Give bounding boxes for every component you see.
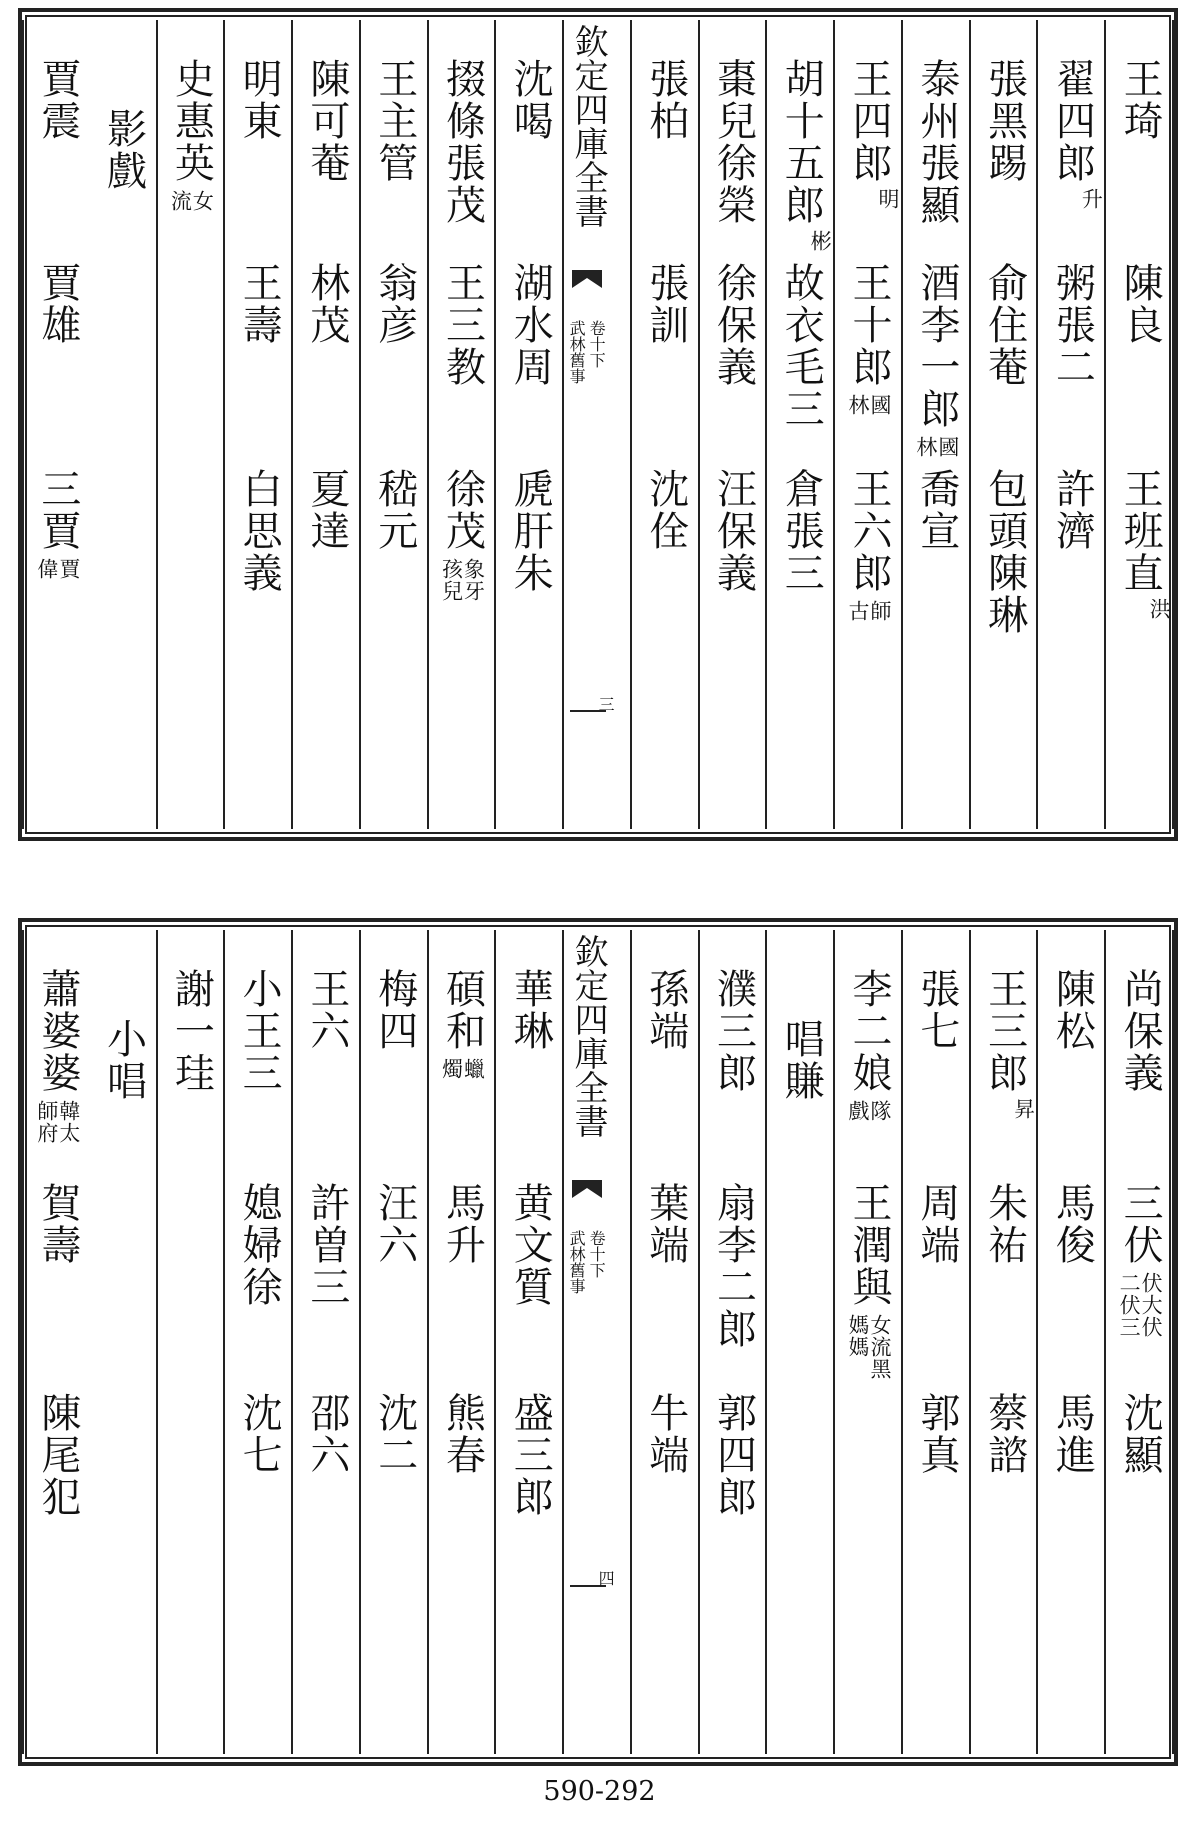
annotation-note: 女流	[168, 190, 215, 212]
name-entry: 葉端	[642, 1182, 689, 1266]
name-entry: 俞住菴	[981, 262, 1028, 388]
name-entry: 明東	[236, 58, 283, 142]
section-heading: 小唱	[100, 1018, 147, 1102]
entry-column	[1106, 930, 1174, 1754]
name-entry: 沈七	[236, 1392, 283, 1476]
name-entry: 梅四	[371, 968, 418, 1052]
name-entry: 賀壽	[34, 1182, 81, 1266]
name-entry: 盛三郎	[507, 1392, 554, 1518]
entry-column	[496, 20, 564, 829]
leaf-number: 三	[596, 696, 616, 712]
entry-column	[22, 20, 90, 829]
section-heading-column	[767, 930, 835, 1754]
entry-column	[361, 20, 429, 829]
name-entry: 嵇元	[371, 468, 418, 552]
name-entry: 陳可菴	[303, 58, 350, 184]
name-entry: 沈顯	[1117, 1392, 1164, 1476]
name-entry: 陳良	[1117, 262, 1164, 346]
name-entry: 張黑踢	[981, 58, 1028, 184]
name-entry: 汪保義	[710, 468, 757, 594]
entry-column	[429, 930, 497, 1754]
entry-column	[1038, 930, 1106, 1754]
name-entry: 王十郎	[846, 262, 893, 388]
name-entry: 郭真	[913, 1392, 960, 1476]
name-entry: 王六郎	[846, 468, 893, 594]
annotation-note: 賈偉	[34, 558, 81, 580]
name-entry: 徐保義	[710, 262, 757, 388]
name-entry: 棗兒徐榮	[710, 58, 757, 226]
name-entry: 張訓	[642, 262, 689, 346]
entry-column	[835, 930, 903, 1754]
annotation-note: 洪	[1147, 598, 1172, 620]
book-subtitle: 武林舊事	[567, 320, 587, 384]
name-entry: 張柏	[642, 58, 689, 142]
annotation-note: 蠟燭	[439, 1058, 486, 1080]
annotation-note: 昇	[1011, 1098, 1036, 1120]
name-entry: 王壽	[236, 262, 283, 346]
center-fold-column	[564, 20, 632, 829]
name-entry: 朱祐	[981, 1182, 1028, 1266]
annotation-note: 伏大伏二伏三	[1117, 1272, 1164, 1338]
name-entry: 白思義	[236, 468, 283, 594]
entry-column	[158, 20, 226, 829]
name-entry: 湖水周	[507, 262, 554, 388]
name-entry: 翁彦	[371, 262, 418, 346]
section-heading: 唱賺	[778, 1018, 825, 1102]
name-entry: 濮三郎	[710, 968, 757, 1094]
name-entry: 林茂	[303, 262, 350, 346]
book-subtitle: 武林舊事	[567, 1230, 587, 1294]
name-entry: 賈雄	[34, 262, 81, 346]
entry-column	[632, 930, 700, 1754]
name-entry: 汪六	[371, 1182, 418, 1266]
name-entry: 王三教	[439, 262, 486, 388]
name-entry: 掇條張茂	[439, 58, 486, 226]
volume-label: 卷十下	[587, 320, 607, 368]
entry-column	[632, 20, 700, 829]
name-entry: 許濟	[1049, 468, 1096, 552]
annotation-note: 國林	[846, 394, 893, 416]
name-entry: 陳尾犯	[34, 1392, 81, 1518]
name-entry: 蔡諮	[981, 1392, 1028, 1476]
name-entry: 熊春	[439, 1392, 486, 1476]
name-entry: 王六	[303, 968, 350, 1052]
section-heading-column	[90, 930, 158, 1754]
entry-column	[1106, 20, 1174, 829]
entry-column	[293, 20, 361, 829]
name-entry: 王四郎	[846, 58, 893, 184]
annotation-note: 師古	[846, 600, 893, 622]
entry-column	[293, 930, 361, 1754]
name-entry: 三賈	[34, 468, 81, 552]
name-entry: 粥張二	[1049, 262, 1096, 388]
annotation-note: 明	[876, 188, 901, 210]
name-entry: 邵六	[303, 1392, 350, 1476]
entry-column	[429, 20, 497, 829]
entry-column	[158, 930, 226, 1754]
entry-column	[971, 20, 1039, 829]
name-entry: 扇李二郎	[710, 1182, 757, 1350]
name-entry: 夏達	[303, 468, 350, 552]
book-title: 欽定四庫全書	[568, 24, 609, 228]
name-entry: 陳松	[1049, 968, 1096, 1052]
entry-column	[971, 930, 1039, 1754]
name-entry: 沈二	[371, 1392, 418, 1476]
name-entry: 蕭婆婆	[34, 968, 81, 1094]
book-title: 欽定四庫全書	[568, 934, 609, 1138]
section-heading: 影戲	[100, 108, 147, 192]
name-entry: 馬俊	[1049, 1182, 1096, 1266]
name-entry: 史惠英	[168, 58, 215, 184]
name-entry: 沈佺	[642, 468, 689, 552]
entry-column	[767, 20, 835, 829]
entry-column	[903, 930, 971, 1754]
name-entry: 故衣毛三	[778, 262, 825, 430]
name-entry: 王琦	[1117, 58, 1164, 142]
name-entry: 賈震	[34, 58, 81, 142]
name-entry: 胡十五郎	[778, 58, 825, 226]
annotation-note: 升	[1079, 188, 1104, 210]
name-entry: 許曽三	[303, 1182, 350, 1308]
section-heading-column	[90, 20, 158, 829]
name-entry: 王班直	[1117, 468, 1164, 594]
name-entry: 周端	[913, 1182, 960, 1266]
name-entry: 虒肝朱	[507, 468, 554, 594]
page-number: 590-292	[543, 1776, 656, 1807]
name-entry: 徐茂	[439, 468, 486, 552]
name-entry: 小王三	[236, 968, 283, 1094]
name-entry: 碩和	[439, 968, 486, 1052]
name-entry: 孫端	[642, 968, 689, 1052]
annotation-note: 國林	[913, 436, 960, 458]
name-entry: 三伏	[1117, 1182, 1164, 1266]
center-fold-column	[564, 930, 632, 1754]
entry-column	[835, 20, 903, 829]
name-entry: 媳婦徐	[236, 1182, 283, 1308]
bottom-page-half	[18, 918, 1178, 1766]
annotation-note: 隊戲	[846, 1100, 893, 1122]
name-entry: 馬升	[439, 1182, 486, 1266]
entry-column	[22, 930, 90, 1754]
name-entry: 郭四郎	[710, 1392, 757, 1518]
name-entry: 翟四郎	[1049, 58, 1096, 184]
annotation-note: 象牙孩兒	[439, 558, 486, 602]
annotation-note: 女流黑媽媽	[846, 1314, 893, 1380]
name-entry: 沈喝	[507, 58, 554, 142]
volume-label: 卷十下	[587, 1230, 607, 1278]
name-entry: 酒李一郎	[913, 262, 960, 430]
entry-column	[700, 930, 768, 1754]
name-entry: 尚保義	[1117, 968, 1164, 1094]
name-entry: 倉張三	[778, 468, 825, 594]
name-entry: 馬進	[1049, 1392, 1096, 1476]
name-entry: 王潤與	[846, 1182, 893, 1308]
top-page-half	[18, 8, 1178, 841]
entry-column	[225, 20, 293, 829]
name-entry: 華琳	[507, 968, 554, 1052]
entry-column	[700, 20, 768, 829]
name-entry: 包頭陳琳	[981, 468, 1028, 636]
name-entry: 黄文質	[507, 1182, 554, 1308]
name-entry: 謝一珪	[168, 968, 215, 1094]
fishtail-mark-icon	[572, 1178, 602, 1200]
entry-column	[496, 930, 564, 1754]
entry-column	[903, 20, 971, 829]
name-entry: 王主管	[371, 58, 418, 184]
entry-column	[1038, 20, 1106, 829]
name-entry: 喬宣	[913, 468, 960, 552]
entry-column	[225, 930, 293, 1754]
name-entry: 張七	[913, 968, 960, 1052]
name-entry: 王三郎	[981, 968, 1028, 1094]
annotation-note: 彬	[808, 230, 833, 252]
name-entry: 泰州張顯	[913, 58, 960, 226]
leaf-number: 四	[596, 1570, 616, 1586]
entry-column	[361, 930, 429, 1754]
name-entry: 牛端	[642, 1392, 689, 1476]
annotation-note: 韓太師府	[34, 1100, 81, 1144]
name-entry: 李二娘	[846, 968, 893, 1094]
fishtail-mark-icon	[572, 268, 602, 290]
